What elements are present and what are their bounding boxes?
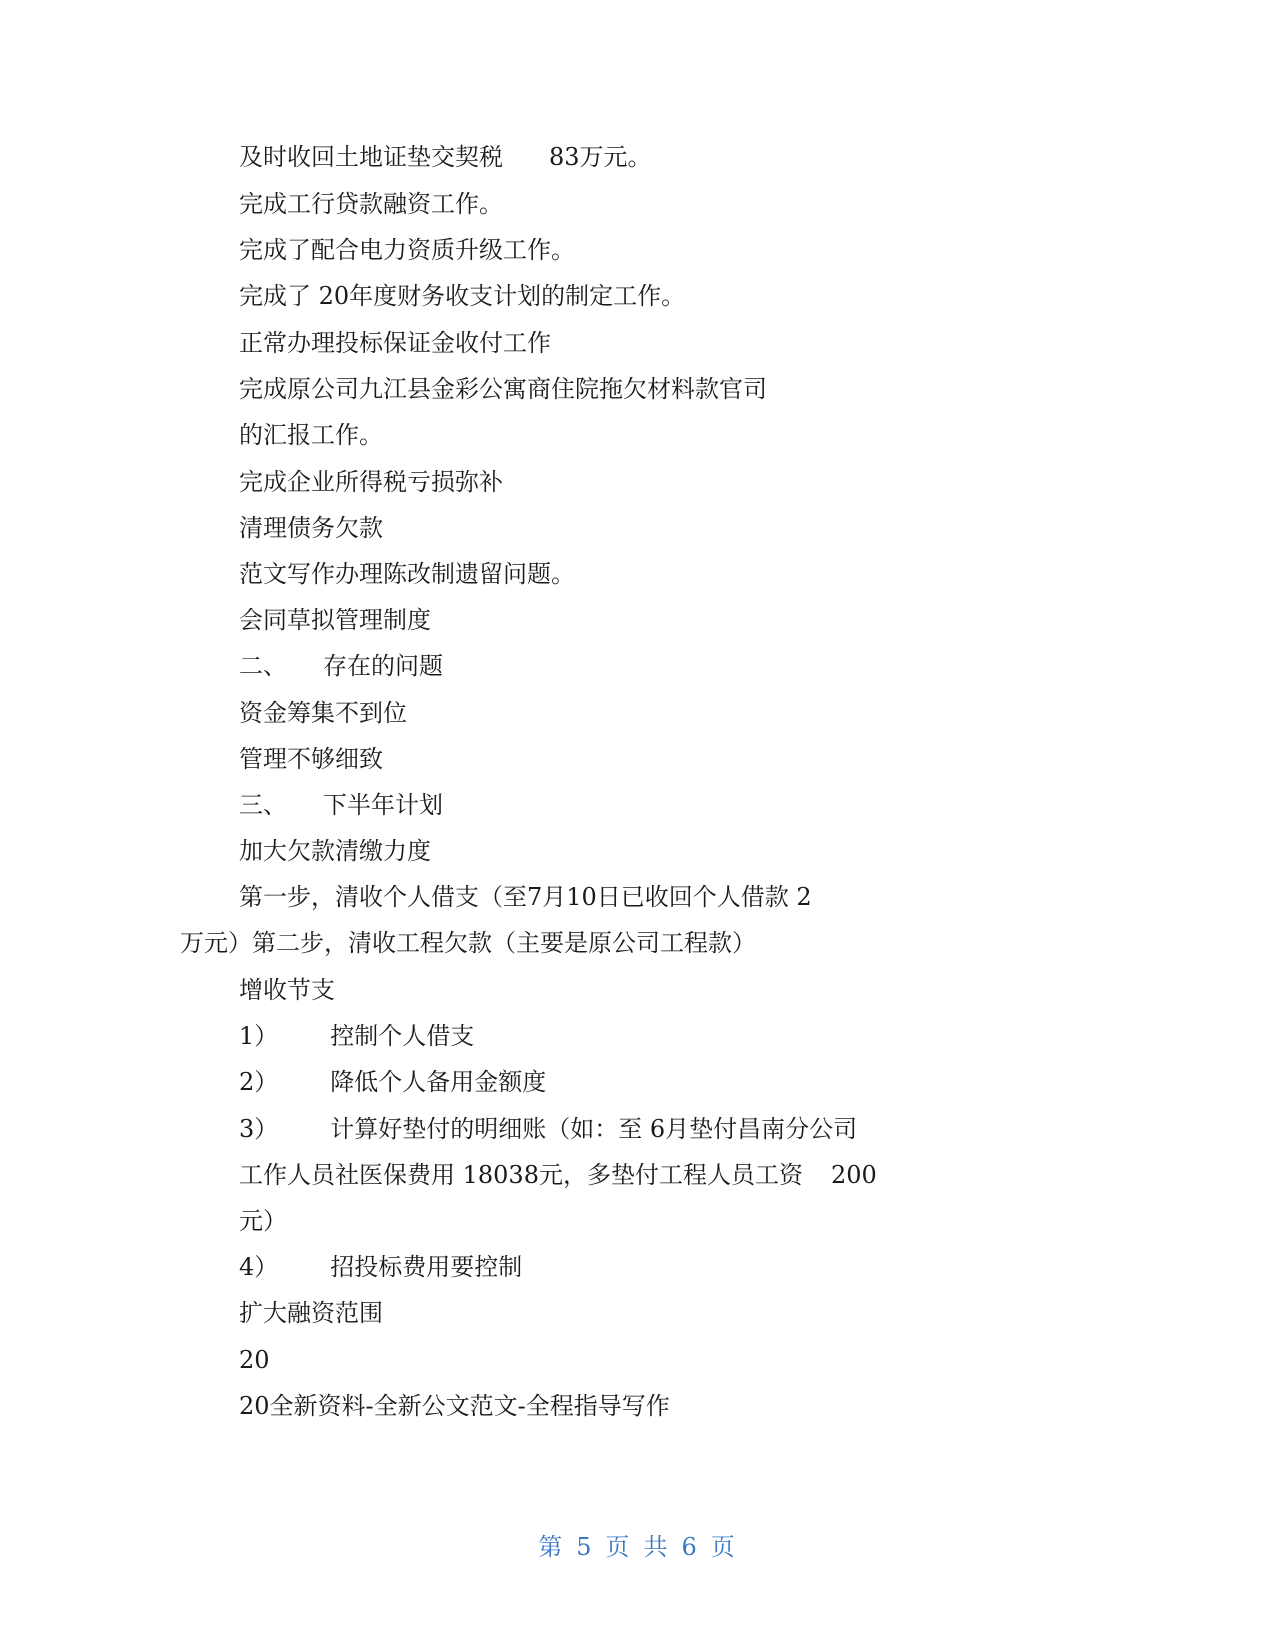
text-line-9 xyxy=(239,513,383,543)
text-segment: 范文写作办理陈改制遗留问题。 xyxy=(239,560,575,588)
text-line-23 xyxy=(239,1160,877,1190)
text-line-27 xyxy=(239,1345,270,1375)
page-footer xyxy=(0,1532,1275,1562)
text-line-17 xyxy=(239,882,812,912)
text-segment: 二、 xyxy=(239,652,287,680)
text-line-7 xyxy=(239,420,383,450)
list-marker: 1） xyxy=(239,1022,279,1050)
text-line-16 xyxy=(239,836,431,866)
text-line-1 xyxy=(239,142,652,172)
text-line-10 xyxy=(239,559,575,589)
footer-label: 共 xyxy=(643,1533,670,1561)
text-line-26 xyxy=(239,1298,383,1328)
list-item-4 xyxy=(239,1252,522,1282)
text-segment: 计算好垫付的明细账（如：至 6月垫付昌南分公司 xyxy=(330,1115,858,1143)
text-segment: 控制个人借支 xyxy=(330,1022,475,1050)
text-segment: 下半年计划 xyxy=(323,791,443,819)
list-item-1 xyxy=(239,1021,474,1051)
text-segment: 招投标费用要控制 xyxy=(330,1253,523,1281)
section-heading-3 xyxy=(239,790,443,820)
text-line-5 xyxy=(239,328,551,358)
text-segment: 20 xyxy=(239,1346,270,1374)
text-segment: 万元）第二步，清收工程欠款（主要是原公司工程款） xyxy=(180,929,756,957)
text-segment: 完成工行贷款融资工作。 xyxy=(239,190,503,218)
footer-label: 页 xyxy=(605,1533,632,1561)
text-segment: 扩大融资范围 xyxy=(239,1299,383,1327)
text-segment: 完成了 20年度财务收支计划的制定工作。 xyxy=(239,282,686,310)
footer-label: 页 xyxy=(710,1533,737,1561)
current-page-number: 5 xyxy=(576,1533,594,1561)
list-marker: 2） xyxy=(239,1068,279,1096)
text-segment: 工作人员社医保费用 18038元，多垫付工程人员工资 xyxy=(239,1161,803,1189)
list-marker: 4） xyxy=(239,1253,279,1281)
text-segment: 200 xyxy=(830,1161,877,1189)
text-line-28 xyxy=(239,1391,670,1421)
text-line-18 xyxy=(180,928,756,958)
footer-label: 第 xyxy=(538,1533,565,1561)
list-marker: 3） xyxy=(239,1115,279,1143)
text-line-19 xyxy=(239,975,335,1005)
text-line-13 xyxy=(239,698,407,728)
text-segment: 83万元。 xyxy=(549,143,652,171)
text-segment: 降低个人备用金额度 xyxy=(330,1068,547,1096)
text-segment: 完成了配合电力资质升级工作。 xyxy=(239,236,575,264)
text-line-4 xyxy=(239,281,685,311)
text-line-2 xyxy=(239,189,503,219)
total-pages-number: 6 xyxy=(681,1533,699,1561)
list-item-3 xyxy=(239,1114,857,1144)
text-segment: 完成原公司九江县金彩公寓商住院拖欠材料款官司 xyxy=(239,375,767,403)
text-segment: 管理不够细致 xyxy=(239,745,383,773)
text-segment: 清理债务欠款 xyxy=(239,514,383,542)
text-segment: 增收节支 xyxy=(239,976,335,1004)
text-segment: 元） xyxy=(239,1207,287,1235)
text-segment: 资金筹集不到位 xyxy=(239,699,407,727)
text-line-24 xyxy=(239,1206,287,1236)
text-line-14 xyxy=(239,744,383,774)
text-line-11 xyxy=(239,605,431,635)
text-line-8 xyxy=(239,467,503,497)
text-segment: 存在的问题 xyxy=(323,652,443,680)
text-segment: 会同草拟管理制度 xyxy=(239,606,431,634)
text-segment: 加大欠款清缴力度 xyxy=(239,837,431,865)
section-heading-2 xyxy=(239,651,443,681)
text-segment: 及时收回土地证垫交契税 xyxy=(239,143,503,171)
text-segment: 三、 xyxy=(239,791,287,819)
text-segment: 的汇报工作。 xyxy=(239,421,383,449)
text-line-6 xyxy=(239,374,767,404)
text-segment: 完成企业所得税亏损弥补 xyxy=(239,468,503,496)
text-segment: 第一步，清收个人借支（至7月10日已收回个人借款 2 xyxy=(239,883,812,911)
text-segment: 20全新资料-全新公文范文-全程指导写作 xyxy=(239,1392,670,1420)
text-segment: 正常办理投标保证金收付工作 xyxy=(239,329,551,357)
list-item-2 xyxy=(239,1067,546,1097)
text-line-3 xyxy=(239,235,575,265)
